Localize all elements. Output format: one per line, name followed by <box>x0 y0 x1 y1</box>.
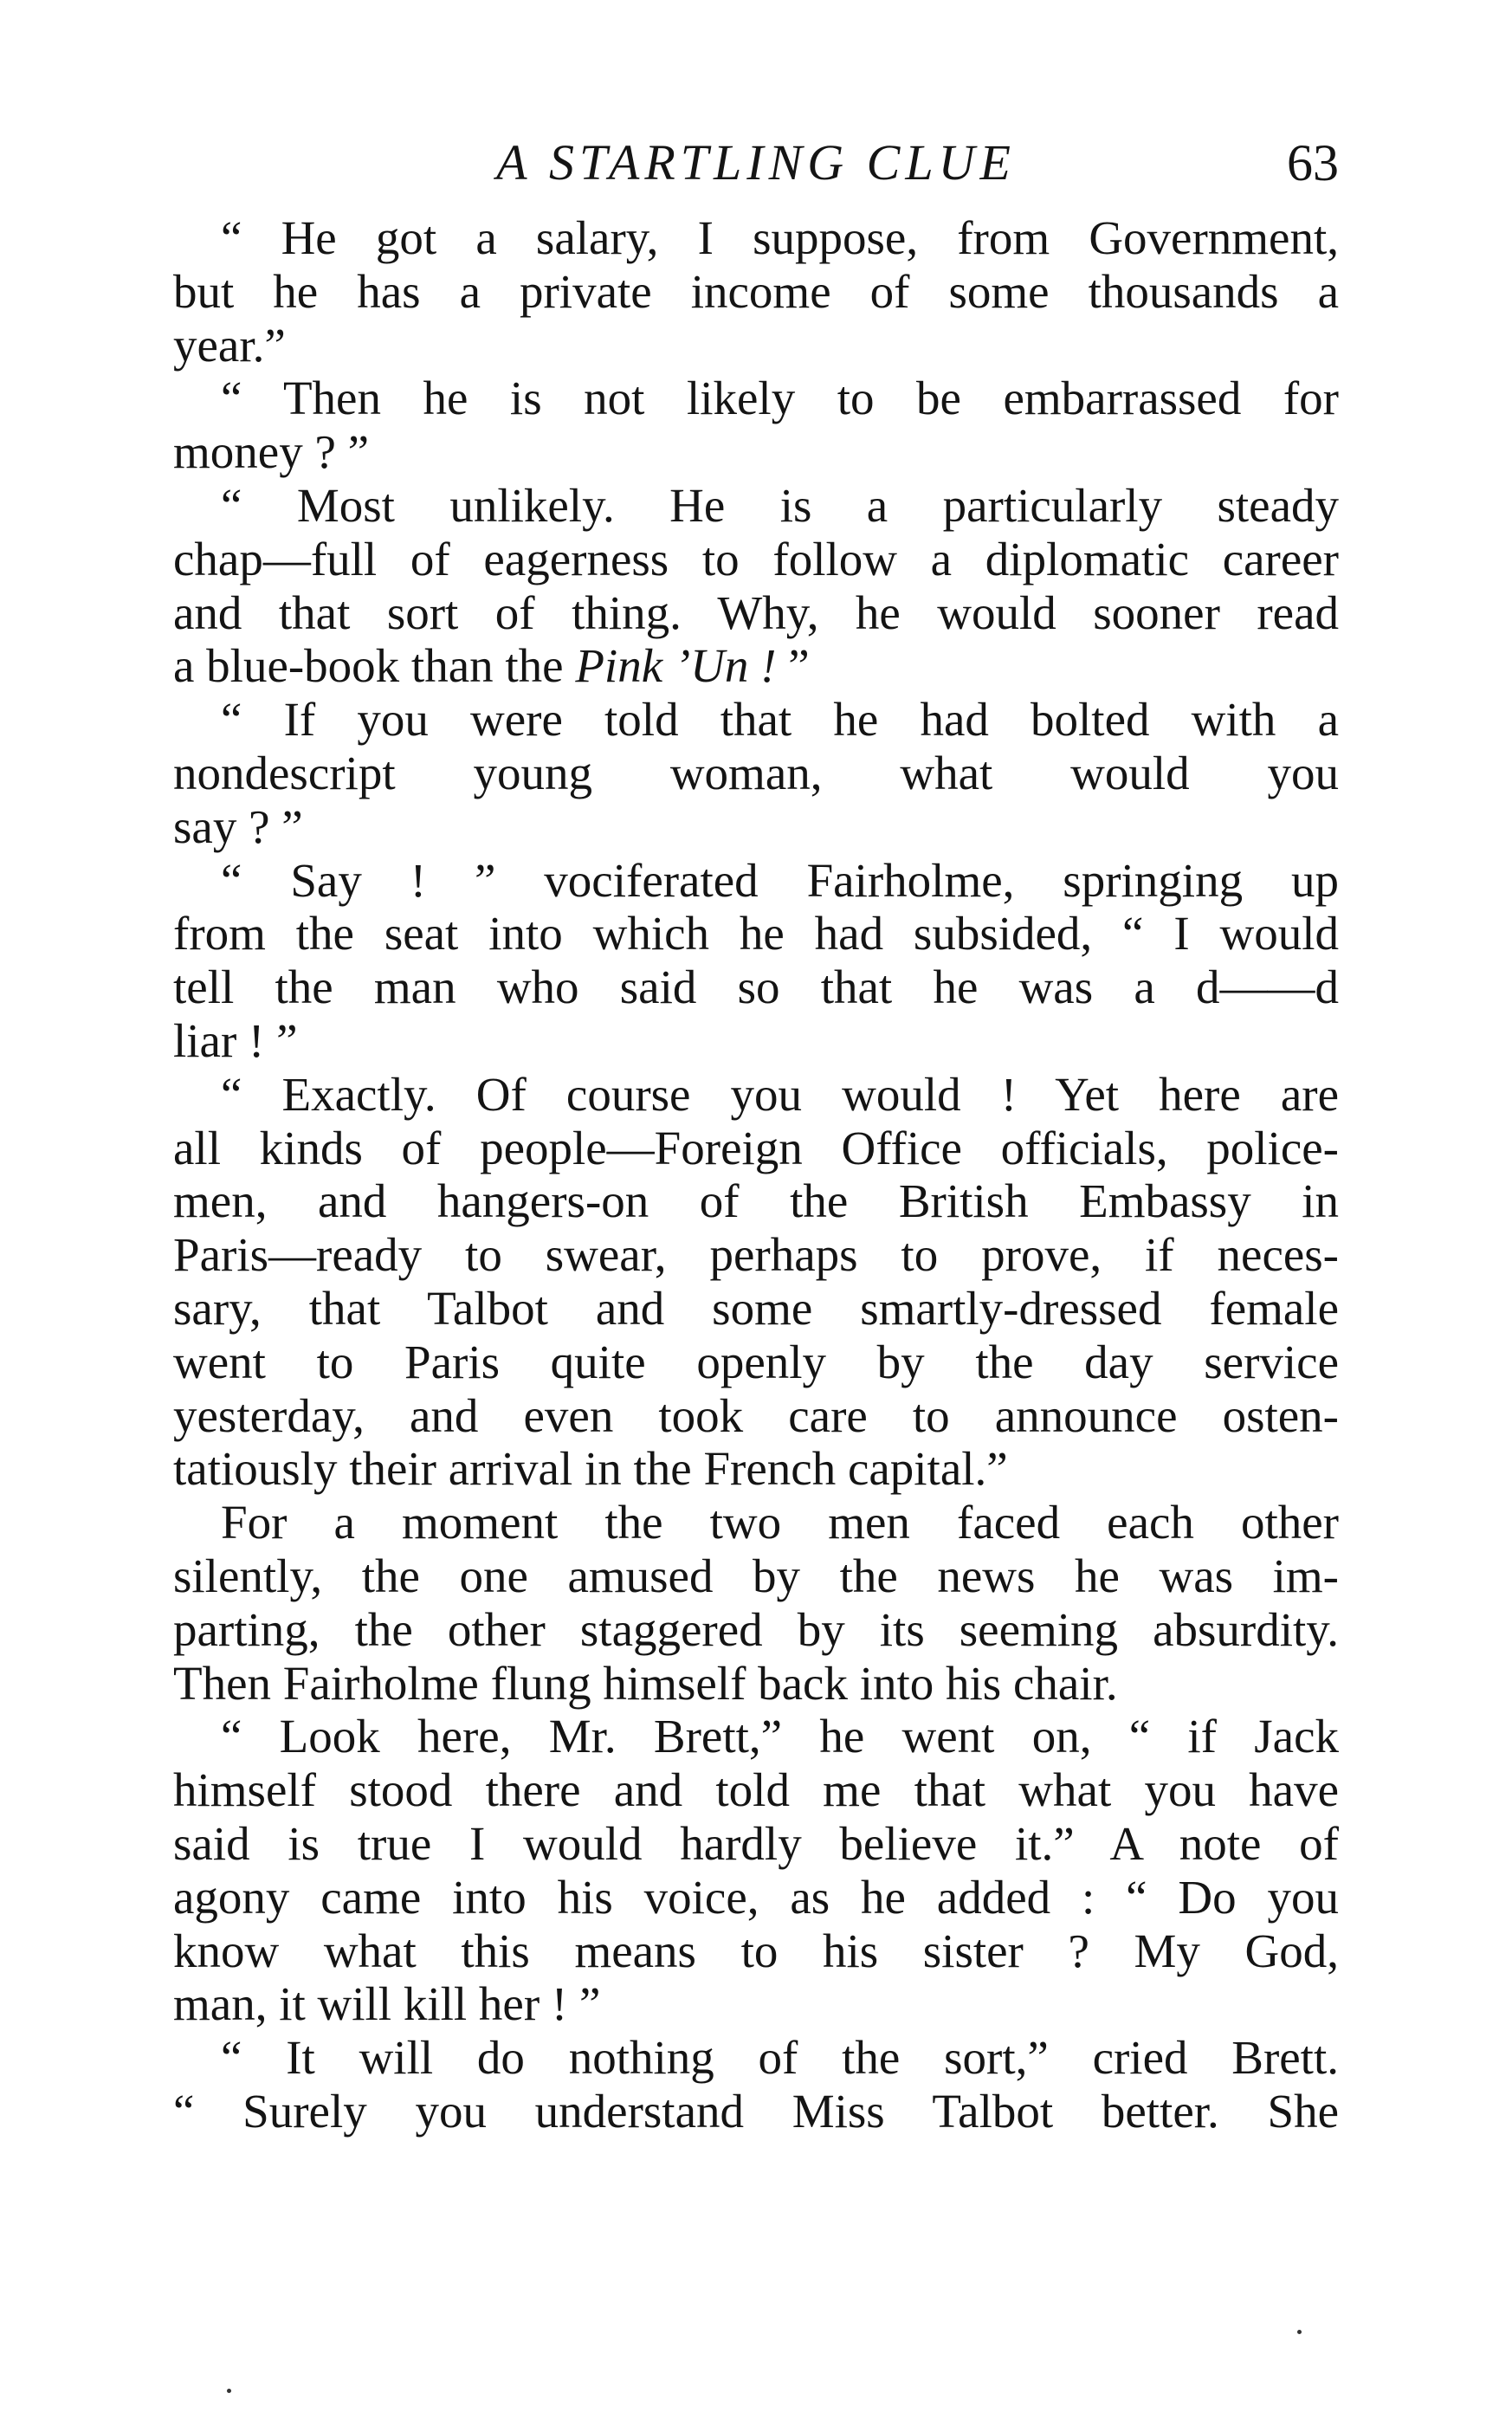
text-line: himself stood there and told me that what you have <box>173 1763 1339 1817</box>
text-line: and that sort of thing. Why, he would sooner read <box>173 585 1339 639</box>
text-line: tatiously their arrival in the French capital.” <box>173 1442 1008 1496</box>
book-page <box>173 130 1339 2138</box>
text-line: know what this means to his sister ? My God, <box>173 1924 1339 1977</box>
text-line: “ He got a salary, I suppose, from Government, <box>221 211 1339 264</box>
text-line: man, it will kill her ! ” <box>173 1977 601 2031</box>
text-line: agony came into his voice, as he added : “ Do you <box>173 1870 1339 1924</box>
text-line: “ Surely you understand Miss Talbot better. She <box>173 2084 1339 2138</box>
text-line: all kinds of people—Foreign Office officials, police- <box>173 1121 1339 1174</box>
page-number: 63 <box>1287 134 1339 191</box>
text-line: men, and hangers-on of the British Embassy in <box>173 1174 1339 1228</box>
running-head <box>173 130 1339 199</box>
print-speck <box>1297 2330 1302 2334</box>
text-line: year.” <box>173 318 286 372</box>
text-line: Paris—ready to swear, perhaps to prove, if neces- <box>173 1228 1339 1282</box>
text-line: but he has a private income of some thousands a <box>173 264 1339 318</box>
text-line: sary, that Talbot and some smartly-dressed female <box>173 1281 1339 1335</box>
text-line: liar ! ” <box>173 1013 298 1067</box>
text-line: chap—full of eagerness to follow a diplomatic career <box>173 532 1339 585</box>
text-line: a blue-book than the Pink ’Un ! ” <box>173 639 810 693</box>
text-line: silently, the one amused by the news he was im- <box>173 1549 1339 1602</box>
body-text <box>173 211 1339 2138</box>
italic-title: Pink ’Un ! <box>575 639 777 693</box>
text-line: say ? ” <box>173 799 303 853</box>
text-line: went to Paris quite openly by the day service <box>173 1335 1339 1388</box>
text-line: “ If you were told that he had bolted with a <box>221 693 1339 747</box>
text-line: “ Exactly. Of course you would ! Yet here are <box>221 1067 1339 1121</box>
text-line: nondescript young woman, what would you <box>173 746 1339 799</box>
text-line: For a moment the two men faced each other <box>221 1496 1339 1549</box>
text-line: yesterday, and even took care to announce osten- <box>173 1388 1339 1442</box>
text-line: money ? ” <box>173 425 370 479</box>
text-line: parting, the other staggered by its seeming absurdity. <box>173 1602 1339 1656</box>
running-title: A STARTLING CLUE <box>496 134 1016 191</box>
text-line: tell the man who said so that he was a d——d <box>173 961 1339 1014</box>
text-line: “ Look here, Mr. Brett,” he went on, “ if Jack <box>221 1710 1339 1763</box>
print-speck <box>227 2389 231 2393</box>
text-line: said is true I would hardly believe it.” A note of <box>173 1816 1339 1870</box>
text-line: “ Then he is not likely to be embarrassed for <box>221 372 1339 425</box>
text-line: from the seat into which he had subsided, “ I would <box>173 907 1339 961</box>
text-line: “ Say ! ” vociferated Fairholme, springing up <box>221 853 1339 907</box>
text-line: Then Fairholme flung himself back into his chair. <box>173 1656 1118 1710</box>
text-line: “ Most unlikely. He is a particularly steady <box>221 478 1339 532</box>
text-line: “ It will do nothing of the sort,” cried Brett. <box>221 2031 1339 2085</box>
